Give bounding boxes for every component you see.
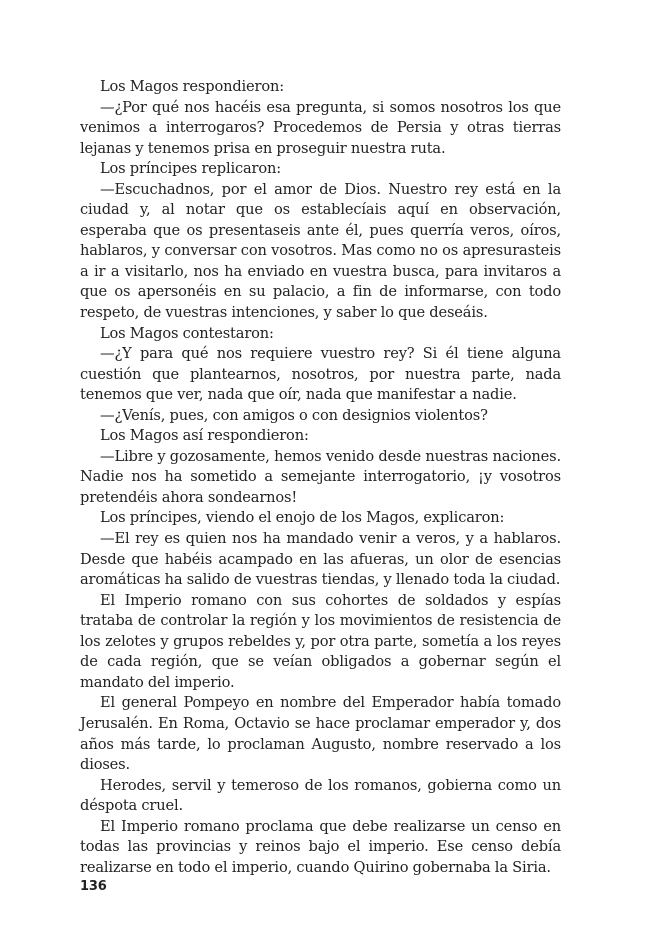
paragraph: Herodes, servil y temeroso de los romanos, gobierna como un déspota cruel. xyxy=(80,776,561,815)
paragraph: Los príncipes replicaron: xyxy=(100,160,282,178)
page-number: 136 xyxy=(80,879,107,894)
paragraph: —El rey es quien nos ha mandado venir a veros, y a hablaros. Desde que habéis acampado en las afueras, un olor de esencias aromáticas ha salido de vuestras tiendas, y llenado toda la ciudad. xyxy=(80,530,561,589)
paragraph: El Imperio romano con sus cohortes de soldados y espías trataba de controlar la región y los movimientos de resistencia de los zelotes y grupos rebeldes y, por otra parte, sometía a los reyes de cada región, que se veían obligados a gobernar según el mandato del imperio. xyxy=(80,591,561,691)
paragraph: —¿Venís, pues, con amigos o con designios violentos? xyxy=(100,406,488,424)
paragraph: Los Magos contestaron: xyxy=(100,324,274,342)
paragraph: El general Pompeyo en nombre del Emperador había tomado Jerusalén. En Roma, Octavio se hace proclamar emperador y, dos años más tarde, lo proclaman Augusto, nombre reservado a los dioses. xyxy=(80,694,561,774)
paragraph: —¿Por qué nos hacéis esa pregunta, si somos nosotros los que venimos a interrogaros? Procedemos de Persia y otras tierras lejanas y tenemos prisa en proseguir nuestra ruta. xyxy=(80,98,561,157)
paragraph: Los príncipes, viendo el enojo de los Magos, explicaron: xyxy=(100,509,505,527)
paragraph: —Escuchadnos, por el amor de Dios. Nuestro rey está en la ciudad y, al notar que os establecíais aquí en observación, esperaba que os presentaseis ante él, pues querría veros, oíros, hablaros, y conversar con vosotros. Mas como no os apresurasteis a ir a visitarlo, nos ha enviado en vuestra busca, para invitaros a que os apersonéis en su palacio, a fin de informarse, con todo respeto, de vuestras intenciones, y saber lo que deseáis. xyxy=(80,180,561,322)
paragraph: Los Magos así respondieron: xyxy=(100,427,309,445)
paragraph: El Imperio romano proclama que debe realizarse un censo en todas las provincias y reinos bajo el imperio. Ese censo debía realizarse en todo el imperio, cuando Quirino gobernaba la Siria. xyxy=(80,817,561,876)
body-text xyxy=(80,77,561,878)
paragraph: Los Magos respondieron: xyxy=(100,78,285,95)
paragraph: —¿Y para qué nos requiere vuestro rey? Si él tiene alguna cuestión que plantearnos, nosotros, por nuestra parte, nada tenemos que ver, nada que oír, nada que manifestar a nadie. xyxy=(80,345,561,404)
paragraph: —Libre y gozosamente, hemos venido desde nuestras naciones. Nadie nos ha sometido a semejante interrogatorio, ¡y vosotros pretendéis ahora sondearnos! xyxy=(80,447,561,506)
